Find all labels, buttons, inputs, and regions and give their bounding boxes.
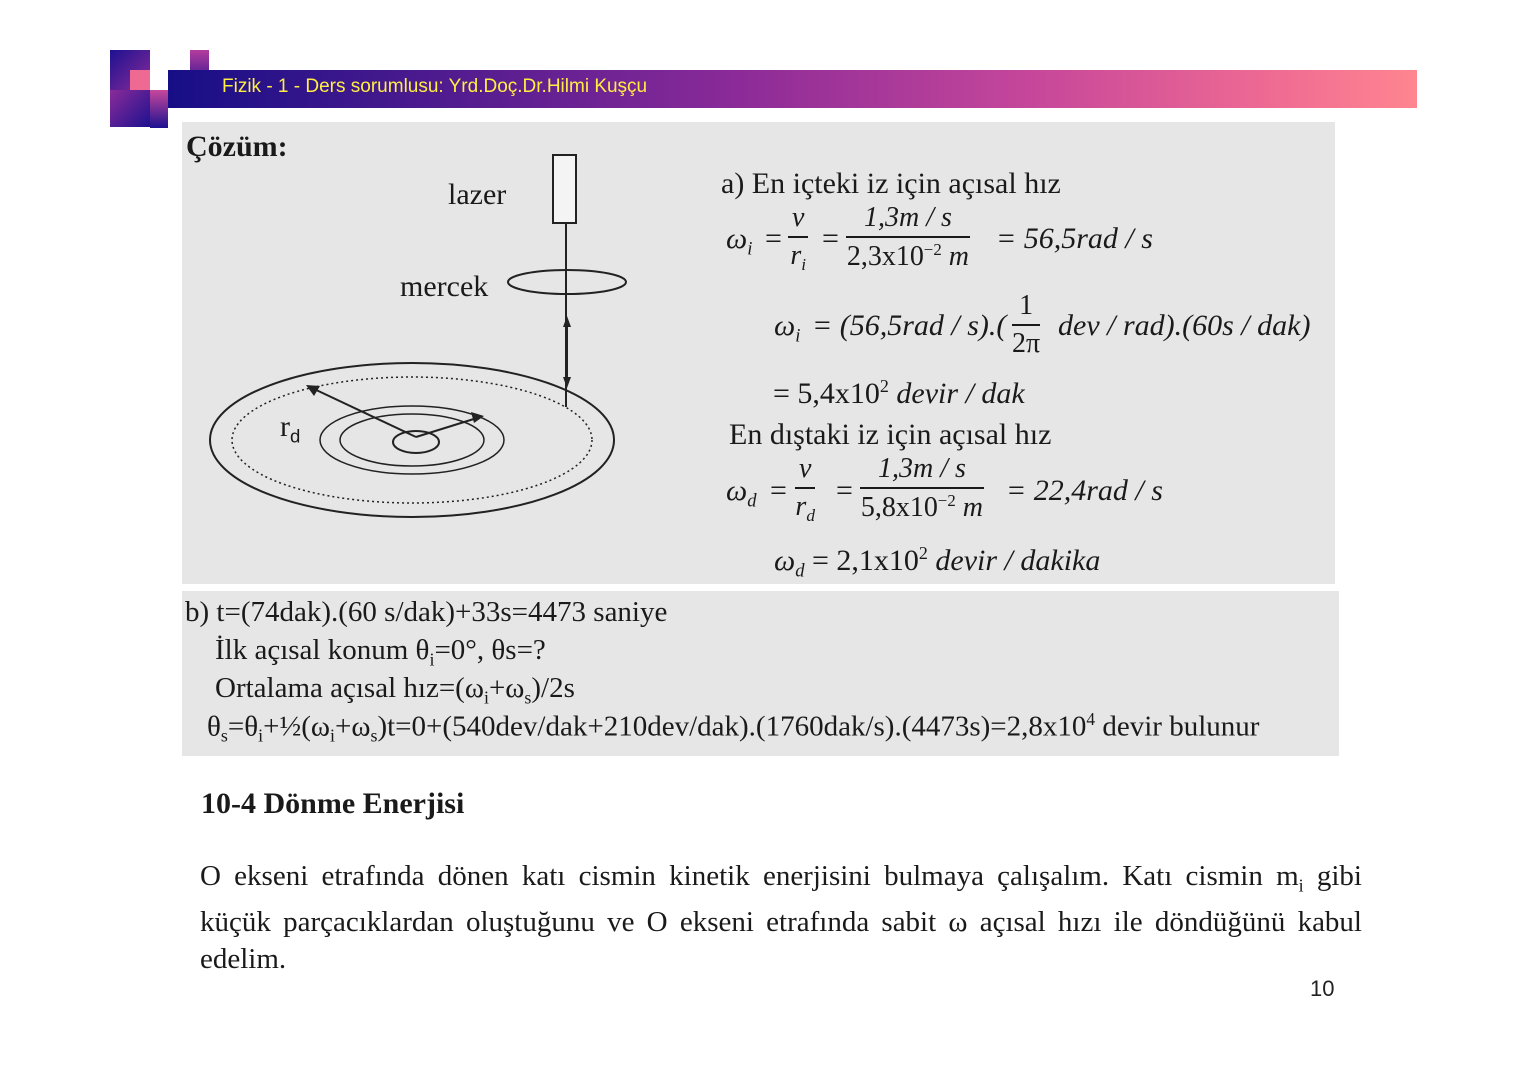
equals-3: = xyxy=(770,474,787,507)
lens-label: mercek xyxy=(400,270,489,303)
omega-i-symbol: $\omega_i$ xyxy=(726,222,753,260)
radius-inner-arrow xyxy=(416,418,477,437)
equals-1: = xyxy=(765,222,782,255)
header-title: Fizik - 1 - Ders sorumlusu: Yrd.Doç.Dr.Hilmi Kuşçu xyxy=(222,76,648,97)
rpm-result-2: $\omega_d = 2,1x10^2$ devir / dakika xyxy=(774,543,1101,582)
section-paragraph: O ekseni etrafında dönen katı cismin kinetik enerjisini bulmaya çalışalım. Katı cismin $m_i$ gibi küçük parçacıklardan oluştuğunu ve O ekseni etrafında sabit ω açısal hızı ile döndüğünü kabul edelim. xyxy=(200,860,1362,976)
outer-track-intro: En dıştaki iz için açısal hız xyxy=(729,418,1052,451)
part-a-intro: a) En içteki iz için açısal hız xyxy=(721,167,1061,200)
rpm-result-1: = $5,4x10^2$ devir / dak xyxy=(773,376,1025,410)
part-b-line-1: b) t=(74dak).(60 s/dak)+33s=4473 saniye xyxy=(185,596,668,628)
laser-label: lazer xyxy=(448,178,507,211)
section-heading: 10-4 Dönme Enerjisi xyxy=(201,787,465,820)
fraction-speed-over-radius: $\frac{1,3m / s}{2,3x10^{-2} m}$ xyxy=(846,202,969,273)
disc-outer-track xyxy=(232,377,592,503)
cd-laser-diagram xyxy=(182,122,642,542)
fraction-one-over-2pi: $\frac{1}{2\pi}$ xyxy=(1012,290,1041,359)
omega-i-conv-symbol: $\omega_i$ xyxy=(774,309,801,347)
omega-d-result: = 22,4rad / s xyxy=(1006,474,1163,507)
header-deco-square-5 xyxy=(130,70,150,90)
laser-body xyxy=(553,155,576,223)
equals-2: = xyxy=(822,222,839,255)
page-number: 10 xyxy=(1310,976,1335,1001)
solution-heading: Çözüm: xyxy=(186,130,288,163)
radius-label: $r_d$ xyxy=(280,410,301,447)
fraction-v-over-ri: $\frac{v}{r_i}$ xyxy=(788,202,808,275)
conversion-left: = (56,5rad / s).( xyxy=(812,309,1007,342)
fraction-speed-over-radius-d: $\frac{1,3m / s}{5,8x10^{-2} m}$ xyxy=(860,453,983,524)
disc-hub xyxy=(393,431,439,453)
reflection-arrow-up xyxy=(563,316,571,327)
conversion-right: dev / rad).(60s / dak) xyxy=(1058,309,1311,342)
fraction-v-over-rd: $\frac{v}{r_d}$ xyxy=(795,453,816,526)
part-b-line-3: Ortalama açısal $hız=(\omega_i+\omega_s)/2s$ xyxy=(215,672,575,708)
part-b-line-4: $\theta_s=\theta_i+\frac{1}{2}(\omega_i+\omega_s)t=0+(540dev/dak+210dev/dak).(1760dak/s).(4473s)=2,8x10^4$ devir bulunur xyxy=(207,709,1260,746)
equals-4: = xyxy=(836,474,853,507)
part-b-line-2: İlk açısal konum $\theta_i=0^\circ$, θs=? xyxy=(215,634,546,670)
omega-d-symbol: $\omega_d$ xyxy=(726,474,757,512)
radius-outer-arrow xyxy=(312,388,416,437)
disc-outer xyxy=(210,363,614,517)
reflection-arrow-down xyxy=(563,377,571,388)
header-deco-square-3 xyxy=(110,90,150,127)
header-deco-square-4 xyxy=(150,90,168,128)
omega-i-result: = 56,5rad / s xyxy=(996,222,1153,255)
